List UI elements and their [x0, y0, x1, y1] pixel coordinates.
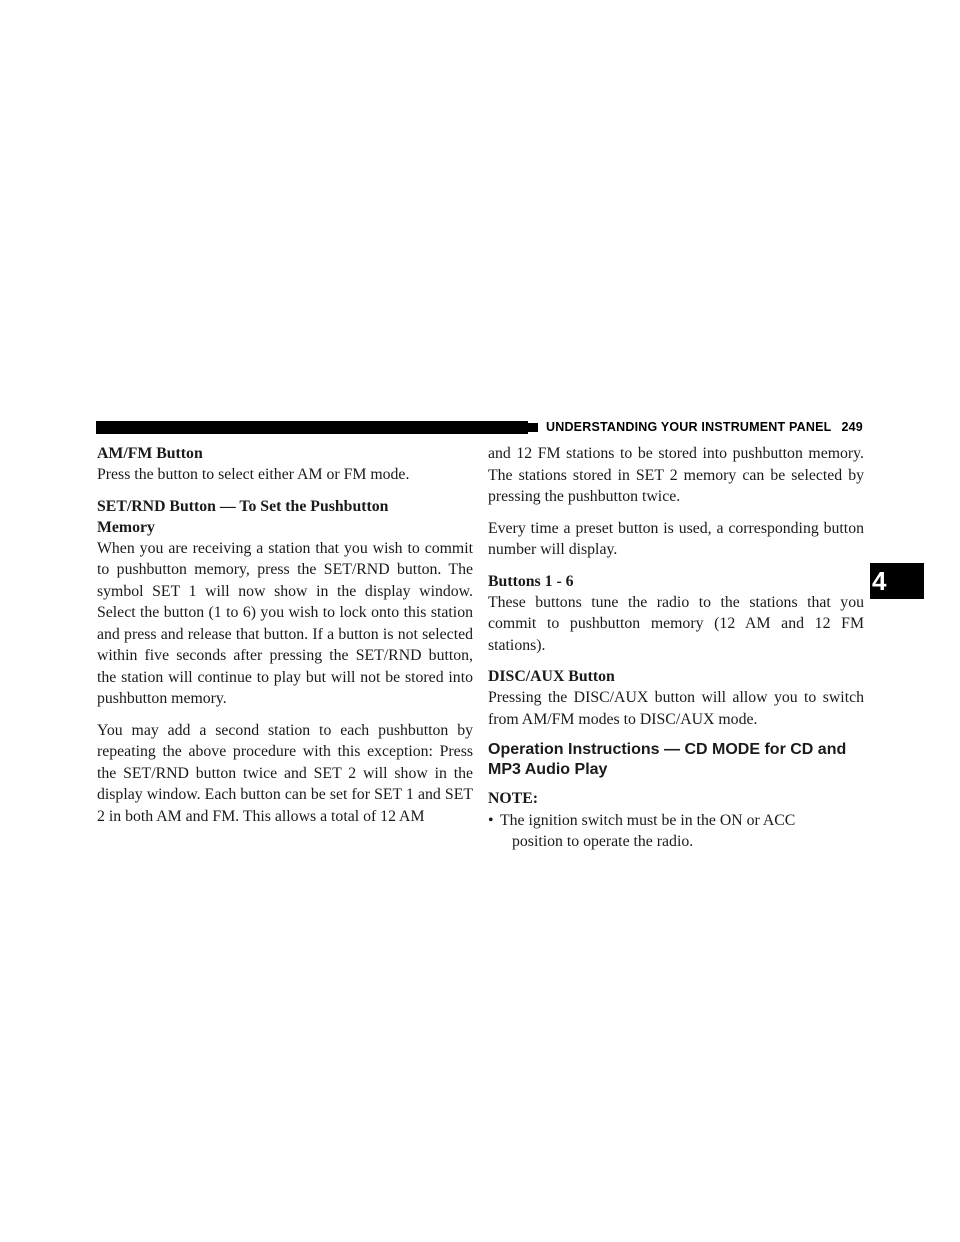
setrnd-paragraph: When you are receiving a station that you wish to commit to pushbutton memory, press the SET/RND button. The symbol SET 1 will now show in the display window. Select the button (1 to 6) you wish to lock onto this station and press and release that button. If a button is not selected within five seconds after pressing the SET/RND button, the station will continue to play but will not be stored into pushbutton memory. — [97, 539, 473, 707]
section-heading-line2: MP3 Audio Play — [488, 761, 608, 778]
note-label: NOTE: — [488, 790, 539, 807]
setrnd-heading-line2: Memory — [97, 518, 155, 536]
setrnd-heading-line1: SET/RND Button — To Set the Pushbutton — [97, 497, 389, 515]
bullet-text — [500, 810, 864, 853]
bullet-line1: The ignition switch must be in the ON or ACC — [500, 811, 796, 829]
bullet-icon: • — [488, 811, 494, 829]
right-column — [488, 443, 864, 853]
second-station-paragraph: You may add a second station to each pushbutton by repeating the above procedure with this exception: Press the SET/RND button twice and SET 2 will show in the display window. Each button can be set for SET 1 and SET 2 in both AM and FM. This allows a total of 12 AM — [97, 721, 473, 825]
running-header — [538, 420, 869, 435]
bullet-line2: position to operate the radio. — [512, 833, 694, 850]
page-number: 249 — [841, 420, 863, 434]
continued-paragraph: and 12 FM stations to be stored into pushbutton memory. The stations stored in SET 2 memory can be selected by pressing the pushbutton twice. — [488, 445, 864, 505]
disc-aux-heading: DISC/AUX Button — [488, 668, 615, 685]
header-rule — [96, 421, 528, 434]
chapter-tab: 4 — [870, 563, 924, 599]
preset-paragraph: Every time a preset button is used, a corresponding button number will display. — [488, 519, 864, 558]
section-heading-line1: Operation Instructions — CD MODE for CD and — [488, 741, 847, 758]
amfm-heading: AM/FM Button — [97, 445, 203, 462]
disc-aux-paragraph: Pressing the DISC/AUX button will allow you to switch from AM/FM modes to DISC/AUX mode. — [488, 689, 864, 728]
buttons-paragraph: These buttons tune the radio to the stations that you commit to pushbutton memory (12 AM and 12 FM stations). — [488, 593, 864, 654]
buttons-heading: Buttons 1 - 6 — [488, 572, 574, 590]
header-title: UNDERSTANDING YOUR INSTRUMENT PANEL — [546, 420, 832, 434]
note-bullet — [488, 810, 864, 853]
left-column — [97, 443, 473, 827]
amfm-paragraph: Press the button to select either AM or FM mode. — [97, 466, 410, 483]
